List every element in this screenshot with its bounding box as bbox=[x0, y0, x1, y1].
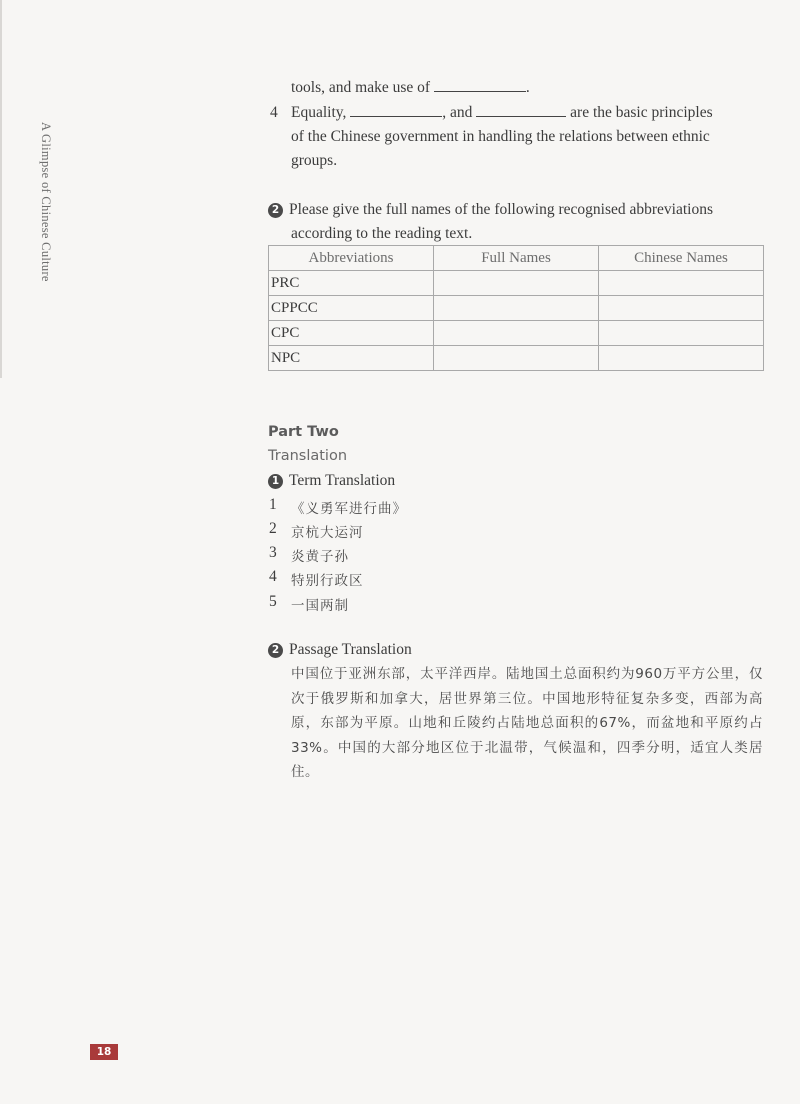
answer-blank[interactable] bbox=[476, 104, 566, 117]
heading-text: Passage Translation bbox=[289, 641, 412, 658]
number-2-icon: 2 bbox=[268, 643, 283, 658]
column-header-full-names: Full Names bbox=[434, 246, 599, 271]
full-name-cell[interactable] bbox=[434, 296, 599, 321]
item-number: 4 bbox=[270, 104, 278, 121]
passage-translation-heading bbox=[268, 641, 412, 659]
term-number: 4 bbox=[269, 568, 277, 585]
heading-text: Term Translation bbox=[289, 472, 396, 489]
book-side-title: A Glimpse of Chinese Culture bbox=[39, 122, 53, 282]
term-item: 炎黄子孙 bbox=[291, 549, 349, 565]
term-item: 一国两制 bbox=[291, 598, 349, 614]
abbreviation-cell: NPC bbox=[269, 346, 434, 371]
answer-blank[interactable] bbox=[434, 79, 526, 92]
number-2-icon: 2 bbox=[268, 203, 283, 218]
term-number: 3 bbox=[269, 544, 277, 561]
abbreviation-table bbox=[268, 245, 764, 371]
full-name-cell[interactable] bbox=[434, 321, 599, 346]
instruction-text: Please give the full names of the following recognised abbreviations bbox=[289, 201, 713, 218]
table-row bbox=[269, 346, 764, 371]
abbreviation-cell: CPC bbox=[269, 321, 434, 346]
exercise-text: tools, and make use of bbox=[291, 79, 431, 96]
term-translation-heading bbox=[268, 472, 395, 490]
chinese-name-cell[interactable] bbox=[599, 321, 764, 346]
term-number: 1 bbox=[269, 496, 277, 513]
term-item: 《义勇军进行曲》 bbox=[291, 501, 407, 517]
chinese-name-cell[interactable] bbox=[599, 346, 764, 371]
term-number: 2 bbox=[269, 520, 277, 537]
term-item: 京杭大运河 bbox=[291, 525, 364, 541]
full-name-cell[interactable] bbox=[434, 346, 599, 371]
table-row bbox=[269, 271, 764, 296]
abbreviation-cell: CPPCC bbox=[269, 296, 434, 321]
abbreviation-cell: PRC bbox=[269, 271, 434, 296]
term-item: 特别行政区 bbox=[291, 573, 364, 589]
answer-blank[interactable] bbox=[350, 104, 442, 117]
exercise-text: , and bbox=[442, 104, 473, 121]
column-header-chinese-names: Chinese Names bbox=[599, 246, 764, 271]
margin-rule bbox=[0, 0, 2, 378]
term-number: 5 bbox=[269, 593, 277, 610]
exercise-text: . bbox=[525, 79, 530, 96]
exercise-line-top bbox=[291, 79, 530, 97]
table-row bbox=[269, 296, 764, 321]
table-row bbox=[269, 321, 764, 346]
section-subtitle: Translation bbox=[268, 448, 348, 464]
column-header-abbreviations: Abbreviations bbox=[269, 246, 434, 271]
exercise-text: of the Chinese government in handling the relations between ethnic bbox=[291, 128, 710, 145]
instruction-text: according to the reading text. bbox=[291, 225, 473, 242]
exercise-item-4 bbox=[291, 104, 713, 122]
table-header-row bbox=[269, 246, 764, 271]
full-name-cell[interactable] bbox=[434, 271, 599, 296]
exercise-text: groups. bbox=[291, 152, 338, 169]
page-number-badge: 18 bbox=[90, 1044, 118, 1060]
chinese-name-cell[interactable] bbox=[599, 271, 764, 296]
abbreviation-task-instruction bbox=[268, 201, 713, 219]
exercise-text: are the basic principles bbox=[570, 104, 713, 121]
number-1-icon: 1 bbox=[268, 474, 283, 489]
section-title: Part Two bbox=[268, 424, 339, 440]
passage-text: 中国位于亚洲东部，太平洋西岸。陆地国土总面积约为960万平方公里，仅次于俄罗斯和加拿大，居世界第三位。中国地形特征复杂多变，西部为高原，东部为平原。山地和丘陵约占陆地总面积的67%，而盆地和平原约占33%。中国的大部分地区位于北温带，气候温和，四季分明，适宜人类居住。 bbox=[291, 666, 763, 780]
exercise-text: Equality, bbox=[291, 104, 347, 121]
chinese-name-cell[interactable] bbox=[599, 296, 764, 321]
